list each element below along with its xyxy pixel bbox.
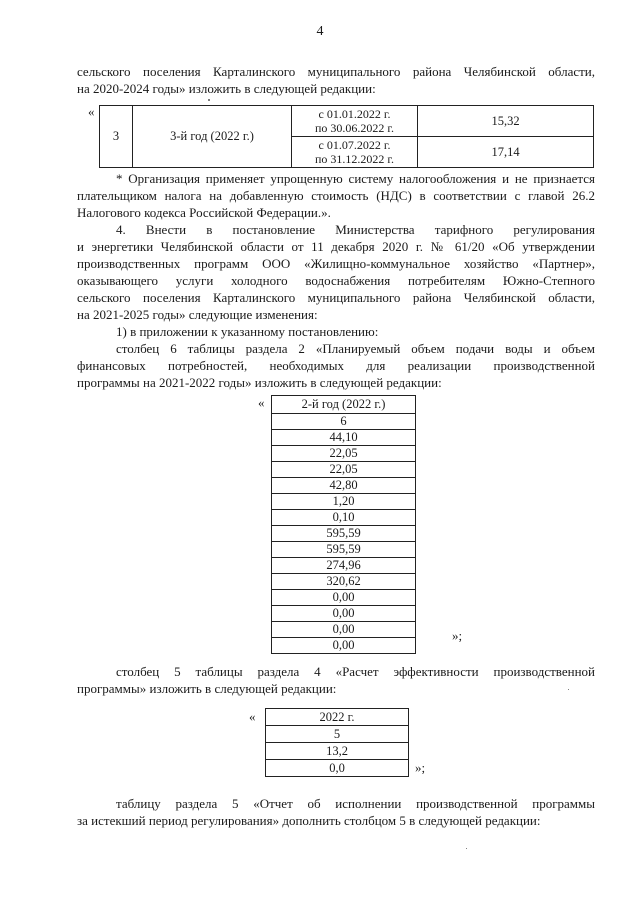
table5-line-2: за истекший период регулирования» дополнить столбцом 5 в следующей редакции: [77,813,541,828]
period-cell [292,106,418,137]
col5-line-2: программы» изложить в следующей редакции: [77,681,337,696]
table-row [272,542,416,558]
table-cell: 320,62 [272,574,416,590]
table3-open-quote: « [249,709,256,724]
table-row [272,638,416,654]
intro-line-1: сельского поселения Карталинского муниципального района Челябинской области, [77,64,595,79]
table-row [272,590,416,606]
table-row [272,494,416,510]
table-cell: 13,2 [266,743,409,760]
period-to: по 30.06.2022 г. [315,121,394,135]
table-cell: 5 [266,726,409,743]
table-cell: 6 [272,414,416,430]
table-row [272,526,416,542]
table-cell: 0,00 [272,622,416,638]
table-header-row [272,396,416,414]
table-row [266,743,409,760]
table-cell: 595,59 [272,526,416,542]
row-number-cell: 3 [100,106,133,168]
period-cell [292,137,418,168]
footnote-line-2: плательщиком налога на добавленную стоимость (НДС) в соответствии с главой 26.2 [77,188,595,203]
table-cell: 42,80 [272,478,416,494]
table1-open-quote: « [88,104,95,119]
table-row [272,446,416,462]
table-cell: 0,10 [272,510,416,526]
table-row [272,558,416,574]
table-cell: 1,20 [272,494,416,510]
table2-close-quote: »; [452,628,463,643]
table2-open-quote: « [258,395,265,410]
table5-line-1: таблицу раздела 5 «Отчет об исполнении производственной программы [116,796,595,811]
table-cell: 0,00 [272,590,416,606]
table-cell: 0,00 [272,638,416,654]
period-from: с 01.01.2022 г. [318,107,391,121]
table-header-row [266,709,409,726]
table-row [272,622,416,638]
footnote-line-3: Налогового кодекса Российской Федерации.». [77,205,331,220]
table-row [272,462,416,478]
table-cell: 44,10 [272,430,416,446]
table-row [272,478,416,494]
table-row [272,430,416,446]
scan-speck [568,689,569,690]
table-cell: 0,00 [272,606,416,622]
table-row [272,510,416,526]
intro-line-2: на 2020-2024 годы» изложить в следующей редакции: [77,81,376,96]
table-row [266,760,409,777]
table-cell: 22,05 [272,462,416,478]
column-header: 2-й год (2022 г.) [272,396,416,414]
para4-line-1: 4. Внести в постановление Министерства тарифного регулирования [116,222,595,237]
scan-speck [208,99,210,101]
efficiency-table [265,708,409,777]
tariff-value-cell: 17,14 [418,137,594,168]
page-number: 4 [316,24,324,39]
table-row [272,606,416,622]
table-cell: 595,59 [272,542,416,558]
table3-close-quote: »; [415,760,426,775]
para4-line-3: производственных программ ООО «Жилищно-коммунальное хозяйство «Партнер», [77,256,595,271]
para4-line-6: на 2021-2025 годы» следующие изменения: [77,307,318,322]
table-cell: 0,0 [266,760,409,777]
para4-line-4: оказывающего услуги холодного водоснабжения потребителям Южно-Степного [77,273,595,288]
table-cell: 22,05 [272,446,416,462]
table-row [272,414,416,430]
tariff-value-cell: 15,32 [418,106,594,137]
year-cell: 3-й год (2022 г.) [133,106,292,168]
column-header: 2022 г. [266,709,409,726]
table-cell: 274,96 [272,558,416,574]
col6-line-2: финансовых потребностей, необходимых для реализации производственной [77,358,595,373]
scan-speck [466,848,467,849]
para4-line-2: и энергетики Челябинской области от 11 декабря 2020 г. № 61/20 «Об утверждении [77,239,595,254]
col6-line-1: столбец 6 таблицы раздела 2 «Планируемый объем подачи воды и объем [116,341,595,356]
para4-line-5: сельского поселения Карталинского муниципального района Челябинской области, [77,290,595,305]
col5-line-1: столбец 5 таблицы раздела 4 «Расчет эффективности производственной [116,664,595,679]
table-row [266,726,409,743]
table-row [100,106,594,137]
period-from: с 01.07.2022 г. [318,138,391,152]
period-to: по 31.12.2022 г. [315,152,394,166]
tariff-table [99,105,594,168]
item1-line: 1) в приложении к указанному постановлению: [116,324,379,339]
footnote-line-1: * Организация применяет упрощенную систему налогообложения и не признается [116,171,595,186]
volume-table [271,395,416,654]
col6-line-3: программы на 2021-2022 годы» изложить в следующей редакции: [77,375,442,390]
table-row [272,574,416,590]
